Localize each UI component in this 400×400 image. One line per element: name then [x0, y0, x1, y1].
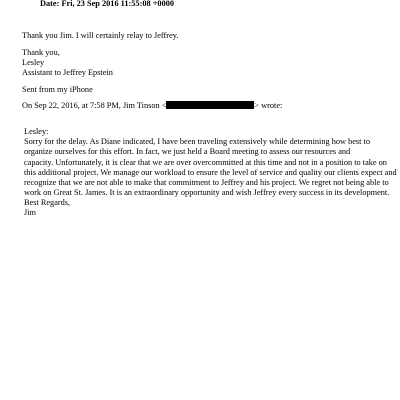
reply-title: Assistant to Jeffrey Epstein	[22, 68, 113, 78]
quoted-message	[24, 127, 397, 198]
quoted-greeting: Lesley:	[24, 127, 49, 136]
redacted-email-block	[166, 101, 254, 109]
quoted-line: Sorry for the delay. As Diane indicated, I have been traveling extensively while determining how best to	[24, 137, 370, 147]
quoted-signoff: Best Regards,	[24, 198, 71, 207]
reply-signature	[22, 48, 113, 79]
reply-name: Lesley	[22, 58, 45, 68]
quote-header-suffix: > wrote:	[254, 101, 283, 110]
reply-closing: Thank you,	[22, 48, 60, 57]
quoted-signoff-block	[24, 198, 384, 218]
quoted-signature: Jim	[24, 208, 36, 218]
quoted-line: work on Great St. James. It is an extraordinary opportunity and wish Jeffrey every success in its development.	[24, 188, 390, 198]
sent-from-line: Sent from my iPhone	[22, 85, 93, 94]
email-date-header	[40, 0, 174, 9]
quoted-line: organize ourselves for this effort. In fact, we just held a Board meeting to assess our resources and	[24, 147, 351, 157]
reply-message-line: Thank you Jim. I will certainly relay to Jeffrey.	[22, 31, 179, 40]
date-label: Date:	[40, 0, 60, 8]
quote-header	[22, 101, 282, 111]
quoted-line: capacity. Unfortunately, it is clear that we are over overcommitted at this time and not in a position to take on	[24, 157, 387, 167]
quoted-line: this additional project. We manage our workload to ensure the level of service and quality our clients expect and	[24, 167, 397, 177]
quoted-line: recognize that we are not able to make that commitment to Jeffrey and his project. We regret not being able to	[24, 178, 389, 188]
date-value: Fri, 23 Sep 2016 11:55:08 +0000	[61, 0, 175, 8]
quote-header-prefix: On Sep 22, 2016, at 7:58 PM, Jim Tinson <	[22, 101, 167, 110]
